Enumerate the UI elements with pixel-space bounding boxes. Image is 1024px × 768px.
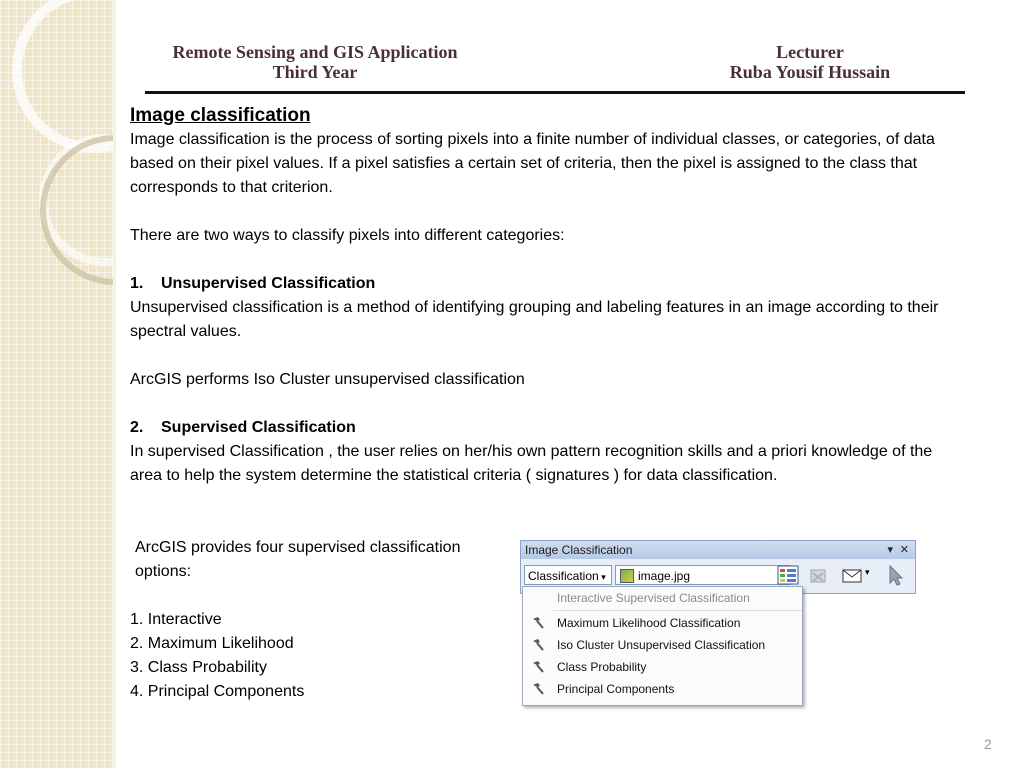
option-item: 2. Maximum Likelihood [130,635,294,652]
unsupervised-number: 1. [130,275,144,292]
training-sample-manager-icon[interactable] [777,564,799,586]
header-divider [145,91,965,94]
decorative-circles [0,0,113,768]
supervised-number: 2. [130,419,144,436]
layer-select[interactable] [615,565,791,585]
menu-item-label: Maximum Likelihood Classification [557,616,741,630]
unsupervised-paragraph: Unsupervised classification is a method of identifying grouping and labeling features in an image according to their spectral values. [130,299,939,340]
band-edge [113,0,116,768]
supervised-heading [130,416,960,440]
course-title: Remote Sensing and GIS Application [172,42,458,62]
menu-item-interactive-supervised[interactable] [523,587,802,609]
decorative-side-band [0,0,113,768]
lecturer-name: Ruba Yousif Hussain [729,62,891,82]
classification-menu [522,586,803,706]
supervised-paragraph: In supervised Classification , the user relies on her/his own pattern recognition skills and a priori knowledge of the area to help the system determine the statistical criteria ( signatures ) for data classification. [130,443,933,484]
unsupervised-heading-text: Unsupervised Classification [161,275,376,292]
hammer-icon [531,616,545,630]
menu-item-label: Iso Cluster Unsupervised Classification [557,638,766,652]
lecturer-header [700,42,920,82]
close-icon[interactable]: ✕ [899,544,909,556]
classification-button-label: Classification [528,569,599,583]
slide-content [130,104,960,488]
hammer-icon [531,682,545,696]
menu-item-label: Interactive Supervised Classification [557,591,750,605]
option-item: 3. Class Probability [130,659,267,676]
create-classification-icon[interactable] [807,564,829,586]
select-pointer-icon[interactable] [885,564,907,586]
toolbar-options-icon[interactable]: ▾ [887,544,893,556]
menu-item-iso-cluster[interactable] [523,634,802,656]
toolbar-title: Image Classification [525,543,633,557]
menu-item-label: Principal Components [557,682,675,696]
lecturer-role: Lecturer [776,42,844,62]
menu-item-label: Class Probability [557,660,647,674]
definition-paragraph: Image classification is the process of sorting pixels into a finite number of individual classes, or categories, of data based on their pixel values. If a pixel satisfies a certain set of criteria, then the pixel is assigned to the class that corresponds to that criterion. [130,131,935,196]
hammer-icon [531,660,545,674]
slide-title: Image classification [130,105,311,126]
options-intro: ArcGIS provides four supervised classification options: [135,539,461,580]
classification-dropdown-button[interactable]: Classification ▾ [524,565,612,585]
course-year: Third Year [272,62,358,82]
options-list [130,608,304,704]
menu-item-class-probability[interactable] [523,656,802,678]
toolbar-titlebar [521,541,915,559]
unsupervised-heading [130,272,960,296]
raster-layer-icon [620,569,634,583]
two-ways-sentence: There are two ways to classify pixels into different categories: [130,227,565,244]
course-header [145,42,485,82]
option-item: 4. Principal Components [130,683,305,700]
option-item: 1. Interactive [130,611,222,628]
supervised-heading-text: Supervised Classification [161,419,356,436]
chevron-down-icon[interactable]: ▾ [865,567,870,577]
page-number: 2 [984,736,992,752]
menu-item-maximum-likelihood[interactable] [523,612,802,634]
hammer-icon [531,638,545,652]
arcgis-unsupervised-note: ArcGIS performs Iso Cluster unsupervised classification [130,371,525,388]
menu-item-principal-components[interactable] [523,678,802,700]
layer-select-value: image.jpg [638,569,691,583]
draw-polygon-icon[interactable] [841,564,863,586]
